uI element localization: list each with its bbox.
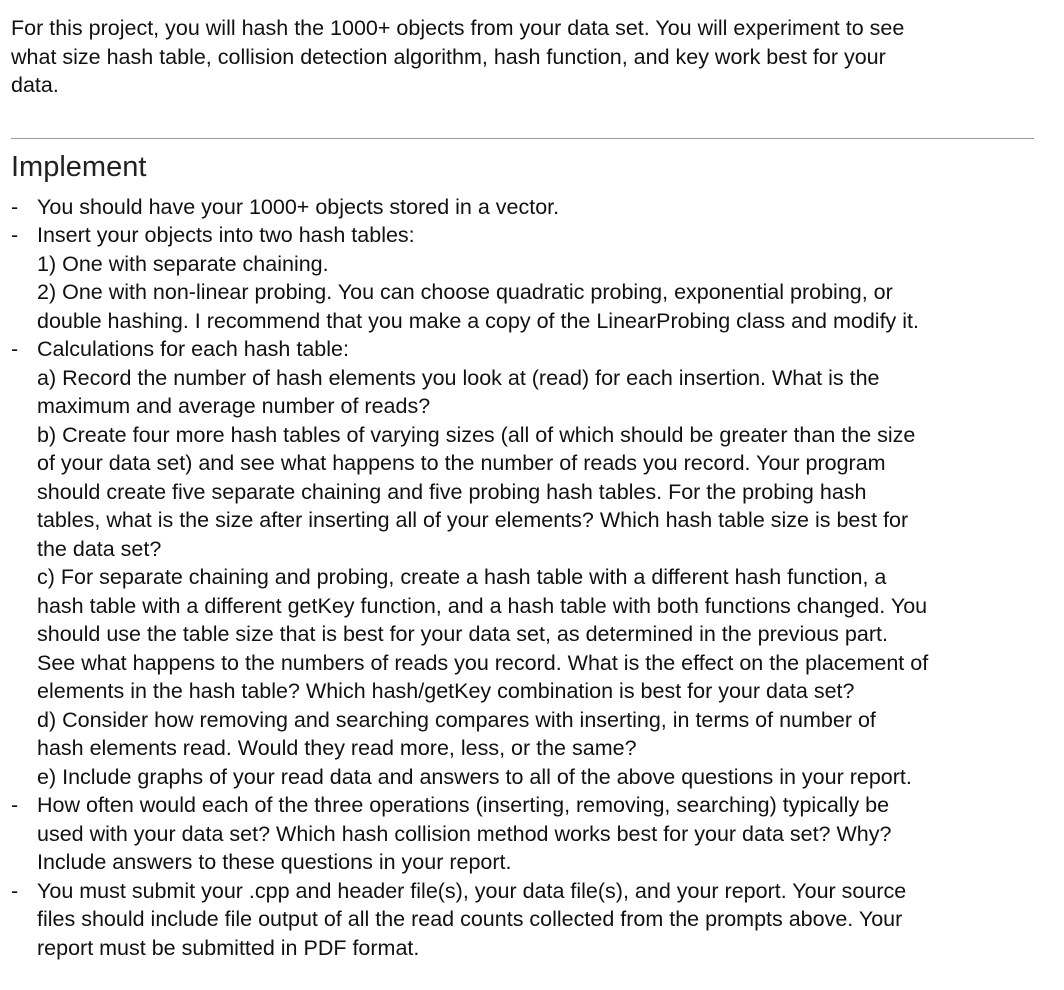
list-item-line: You must submit your .cpp and header file(s), your data file(s), and your report. Your source <box>37 878 907 903</box>
list-item-line: Calculations for each hash table: <box>37 337 349 362</box>
list-item-line: c) For separate chaining and probing, create a hash table with a different hash function, a <box>37 565 887 590</box>
intro-line: what size hash table, collision detection algorithm, hash function, and key work best for your <box>11 44 886 69</box>
list-item-line: hash table with a different getKey function, and a hash table with both functions changed. You <box>37 593 928 618</box>
list-item <box>11 791 1042 877</box>
bullet-dash: - <box>11 223 19 248</box>
list-item-line: b) Create four more hash tables of varying sizes (all of which should be greater than the size <box>37 422 916 447</box>
list-item <box>11 877 1042 963</box>
document <box>11 14 1051 962</box>
list-item <box>11 193 1042 222</box>
list-item-line: of your data set) and see what happens to the number of reads you record. Your program <box>37 451 886 476</box>
bullet-dash: - <box>11 194 19 219</box>
bullet-dash: - <box>11 337 19 362</box>
section-title: Implement <box>11 150 147 183</box>
list-item-line: hash elements read. Would they read more, less, or the same? <box>37 736 637 761</box>
list-item <box>11 335 1042 791</box>
list-item-line: d) Consider how removing and searching compares with inserting, in terms of number of <box>37 707 876 732</box>
list-item-line: files should include file output of all the read counts collected from the prompts above. Your <box>37 907 903 932</box>
bullet-dash: - <box>11 878 19 903</box>
list-item-line: You should have your 1000+ objects stored in a vector. <box>37 194 560 219</box>
list-item-line: double hashing. I recommend that you make a copy of the LinearProbing class and modify it. <box>37 308 920 333</box>
list-item-line: the data set? <box>37 536 162 561</box>
intro-line: data. <box>11 73 59 98</box>
list-item-line: e) Include graphs of your read data and answers to all of the above questions in your report. <box>37 764 912 789</box>
list-item-line: tables, what is the size after inserting all of your elements? Which hash table size is best for <box>37 508 909 533</box>
bullet-dash: - <box>11 793 19 818</box>
list-item-line: elements in the hash table? Which hash/getKey combination is best for your data set? <box>37 679 855 704</box>
list-item-line: used with your data set? Which hash collision method works best for your data set? Why? <box>37 821 892 846</box>
list-item <box>11 221 1042 335</box>
list-item-line: 2) One with non-linear probing. You can choose quadratic probing, exponential probing, or <box>37 280 893 305</box>
section-divider <box>11 138 1034 139</box>
intro-line: For this project, you will hash the 1000+ objects from your data set. You will experiment to see <box>11 16 905 40</box>
list-item-line: How often would each of the three operations (inserting, removing, searching) typically be <box>37 793 890 818</box>
intro-paragraph <box>11 14 1041 100</box>
list-item-line: Insert your objects into two hash tables: <box>37 223 415 248</box>
list-item-line: should use the table size that is best for your data set, as determined in the previous part. <box>37 622 888 647</box>
list-item-line: should create five separate chaining and five probing hash tables. For the probing hash <box>37 479 867 504</box>
list-item-line: Include answers to these questions in your report. <box>37 850 512 875</box>
list-item-line: See what happens to the numbers of reads you record. What is the effect on the placement of <box>37 650 929 675</box>
list-item-line: report must be submitted in PDF format. <box>37 935 420 960</box>
requirements-list <box>11 193 1051 963</box>
list-item-line: a) Record the number of hash elements you look at (read) for each insertion. What is the <box>37 365 880 390</box>
list-item-line: maximum and average number of reads? <box>37 394 431 419</box>
list-item-line: 1) One with separate chaining. <box>37 251 329 276</box>
